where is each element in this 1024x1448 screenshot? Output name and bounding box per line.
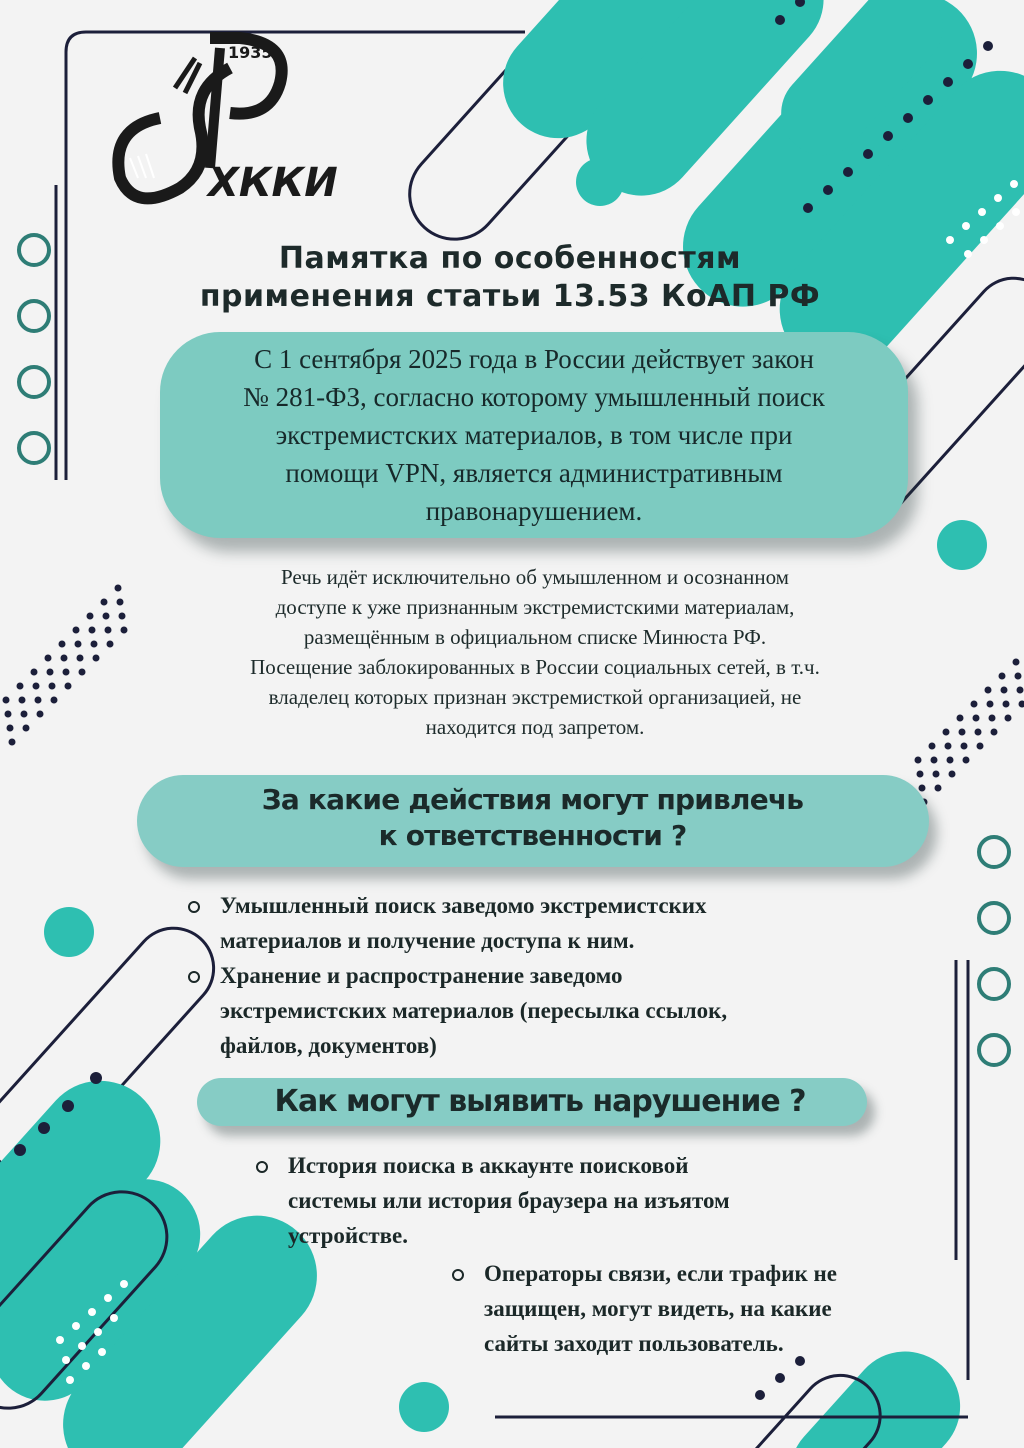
logo-year: 1935 <box>228 43 273 62</box>
explanation-line: находится под запретом. <box>425 715 645 739</box>
list-item-line: История поиска в аккаунте поисковой <box>288 1153 689 1178</box>
explanation-line: владелец которых признан экстремисткой организацией, не <box>268 685 802 709</box>
logo-letters: ХККИ <box>208 160 338 206</box>
explanation-line: Посещение заблокированных в России социальных сетей, в т.ч. <box>250 655 820 679</box>
section1-heading <box>160 782 905 854</box>
page-title <box>140 240 880 316</box>
left-dot-pattern <box>3 585 128 746</box>
bullet-icon <box>188 971 200 983</box>
right-dot-pattern <box>915 659 1024 806</box>
college-logo <box>100 28 340 208</box>
list-item-line: системы или история браузера на изъятом <box>288 1188 730 1213</box>
list-item <box>188 958 868 1063</box>
right-ring-column <box>979 837 1009 1065</box>
heading-line: За какие действия могут привлечь <box>261 783 804 816</box>
title-line: применения статьи 13.53 КоАП РФ <box>199 279 821 314</box>
list-item-line: Хранение и распространение заведомо <box>220 963 623 988</box>
list-item-line: Операторы связи, если трафик не <box>484 1261 837 1286</box>
bullet-icon <box>452 1269 464 1281</box>
list-item-line: защищен, могут видеть, на какие <box>484 1296 832 1321</box>
intro-line: правонарушением. <box>425 496 643 526</box>
section2-list-item <box>256 1148 856 1253</box>
list-item-line: файлов, документов) <box>220 1033 437 1058</box>
intro-line: экстремистских материалов, в том числе при <box>275 420 793 450</box>
left-ring-column <box>19 235 49 463</box>
intro-line: С 1 сентября 2025 года в России действует закон <box>254 344 814 374</box>
explanation-line: размещённым в официальном списке Минюста РФ. <box>303 625 767 649</box>
intro-line: № 281-ФЗ, согласно которому умышленный поиск <box>243 382 825 412</box>
list-item-line: экстремистских материалов (пересылка ссылок, <box>220 998 728 1023</box>
bullet-icon <box>188 901 200 913</box>
list-item-line: Умышленный поиск заведомо экстремистских <box>220 893 707 918</box>
section1-list <box>188 888 868 1063</box>
explanation-line: Речь идёт исключительно об умышленном и осознанном <box>281 565 789 589</box>
list-item-line: устройстве. <box>288 1223 409 1248</box>
list-item-line: сайты заходит пользователь. <box>484 1331 784 1356</box>
list-item-line: материалов и получение доступа к ним. <box>220 928 635 953</box>
list-item <box>256 1148 856 1253</box>
explanation-paragraph <box>150 562 920 742</box>
intro-line: помощи VPN, является административным <box>285 458 783 488</box>
section2-heading: Как могут выявить нарушение ? <box>274 1084 806 1119</box>
list-item <box>452 1256 922 1361</box>
intro-text <box>170 340 898 530</box>
heading-line: к ответственности ? <box>378 819 687 852</box>
title-line: Памятка по особенностям <box>278 241 742 276</box>
section2-list-item <box>452 1256 922 1361</box>
bullet-icon <box>256 1161 268 1173</box>
list-item <box>188 888 868 958</box>
explanation-line: доступе к уже признанным экстремистскими материалам, <box>275 595 795 619</box>
